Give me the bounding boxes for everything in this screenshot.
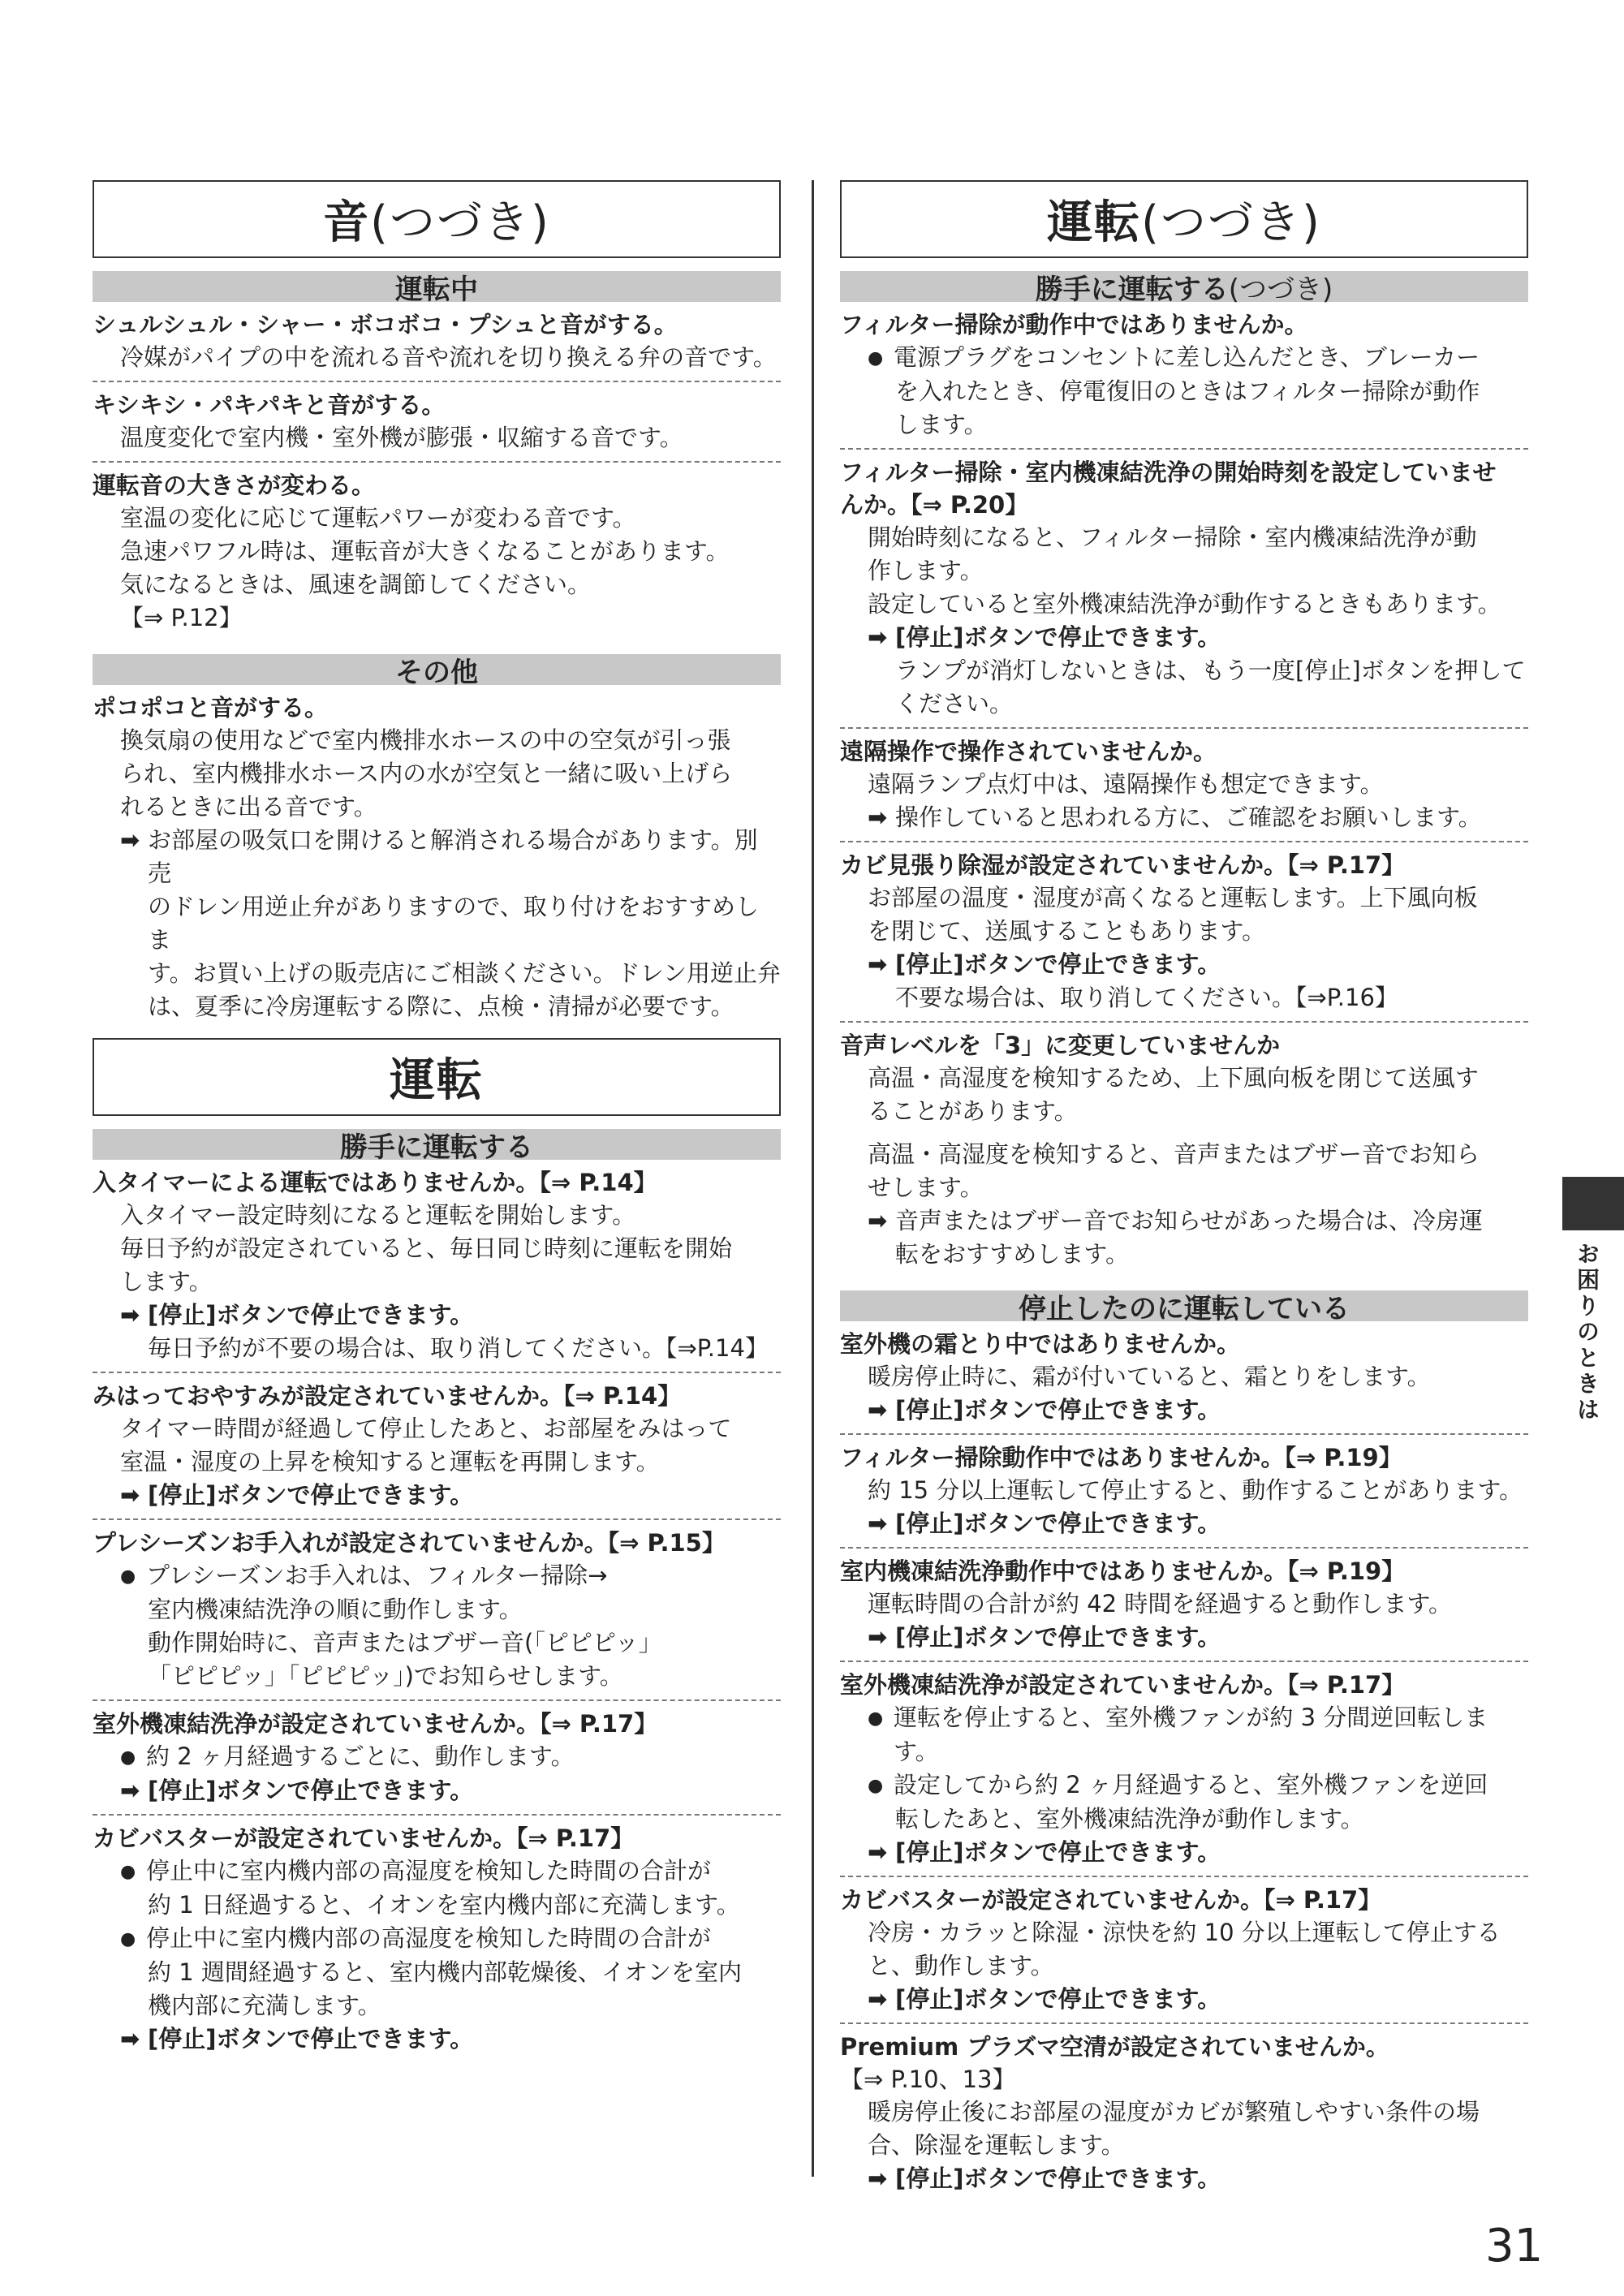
entry-text: 開始時刻になると、フィルター掃除・室内機凍結洗浄が動 (868, 523, 1477, 551)
entry-text: 室温・湿度の上昇を検知すると運転を再開します。 (120, 1448, 660, 1475)
entry-text: 入タイマー設定時刻になると運転を開始します。 (120, 1201, 636, 1229)
section-title-sound: 音 (つづき) (93, 180, 781, 258)
entry-text: 機内部に充満します。 (148, 1992, 381, 2019)
bullet-item: ● プレシーズンお手入れは、フィルター掃除→ (93, 1559, 781, 1593)
entry-text: 約 1 日経過すると、イオンを室内機内部に充満します。 (148, 1891, 740, 1919)
entry-question: 室外機凍結洗浄が設定されていませんか。【⇒ P.17】 (840, 1671, 1406, 1699)
page-number: 31 (1485, 2220, 1544, 2272)
entry-text: 暖房停止後にお部屋の湿度がカビが繁殖しやすい条件の場 (868, 2098, 1480, 2126)
entry-text: 設定していると室外機凍結洗浄が動作するときもあります。 (868, 590, 1501, 618)
entry-question: フィルター掃除・室内機凍結洗浄の開始時刻を設定していませ (840, 459, 1497, 486)
entry-text: 急速パワフル時は、運転音が大きくなることがあります。 (120, 537, 730, 565)
entry (840, 841, 1528, 1021)
entry (93, 685, 781, 1030)
arrow-note: ➡ 操作していると思われる方に、ご確認をお願いします。 (840, 801, 1528, 834)
entry-text: 約 1 週間経過すると、室内機内部乾燥後、イオンを室内 (148, 1958, 743, 1986)
entry-text: 作します。 (868, 557, 984, 584)
entry (840, 1547, 1528, 1661)
arrow-note: ➡ [停止]ボタンで停止できます。 (93, 1479, 781, 1512)
arrow-note: ➡ [停止]ボタンで停止できます。 (840, 948, 1528, 981)
entry (840, 1661, 1528, 1876)
arrow-note: ➡ [停止]ボタンで停止できます。 (840, 1621, 1528, 1654)
entry-text: ください。 (895, 690, 1014, 717)
entry-text: 転をおすすめします。 (895, 1240, 1129, 1268)
arrow-icon: ➡ (120, 1777, 140, 1804)
entry-question: んか。【⇒ P.20】 (840, 491, 1029, 519)
entry-text: 運転時間の合計が約 42 時間を経過すると動作します。 (868, 1590, 1453, 1618)
entry (93, 1699, 781, 1814)
entry-text: せします。 (868, 1174, 984, 1201)
entry-text: 温度変化で室内機・室外機が膨張・収縮する音です。 (120, 424, 683, 451)
subsection-bar-running: 運転中 (93, 271, 781, 302)
entry-question: シュルシュル・シャー・ボコボコ・プシュと音がする。 (93, 311, 678, 338)
entry-question: フィルター掃除が動作中ではありませんか。 (840, 311, 1308, 338)
entry-text: 冷房・カラッと除湿・涼快を約 10 分以上運転して停止する (868, 1919, 1501, 1946)
section-title-operation-cont: 運転 (つづき) (840, 180, 1528, 258)
entry (840, 448, 1528, 727)
entry-text: 暖房停止時に、霜が付いていると、霜とりをします。 (868, 1363, 1431, 1390)
arrow-icon: ➡ (868, 1207, 888, 1234)
arrow-icon: ➡ (120, 826, 140, 854)
arrow-note: ➡ [停止]ボタンで停止できます。 (93, 1774, 781, 1807)
entry (93, 302, 781, 381)
bullet-item: ● 電源プラグをコンセントに差し込んだとき、ブレーカー (840, 341, 1528, 375)
arrow-icon: ➡ (868, 1396, 888, 1424)
arrow-note: ➡ [停止]ボタンで停止できます。 (840, 1836, 1528, 1869)
entry (93, 1814, 781, 2062)
entry-list-other (93, 685, 781, 1030)
side-index-label: お困りのときは (1574, 1242, 1600, 1424)
entry-text: 室内機凍結洗浄の順に動作します。 (148, 1596, 523, 1623)
entry-text: します。 (895, 411, 988, 438)
entry-text: 高温・高湿度を検知すると、音声またはブザー音でお知ら (868, 1140, 1480, 1168)
entry-question: 室内機凍結洗浄動作中ではありませんか。【⇒ P.19】 (840, 1557, 1406, 1585)
arrow-note: ➡ [停止]ボタンで停止できます。 (840, 1507, 1528, 1540)
arrow-icon: ➡ (868, 623, 888, 651)
entry-question: カビ見張り除湿が設定されていませんか。【⇒ P.17】 (840, 851, 1406, 879)
arrow-icon: ➡ (120, 1481, 140, 1509)
entry-text: 不要な場合は、取り消してください。【⇒P.16】 (895, 984, 1398, 1011)
arrow-note: ➡ [停止]ボタンで停止できます。 (840, 1394, 1528, 1427)
entry-text: ランプが消灯しないときは、もう一度[停止]ボタンを押して (895, 657, 1526, 684)
page-reference: 【⇒ P.12】 (120, 604, 243, 631)
entry-question: 音声レベルを「3」に変更していませんか (840, 1032, 1281, 1059)
entry-question: フィルター掃除動作中ではありませんか。【⇒ P.19】 (840, 1444, 1402, 1471)
arrow-icon: ➡ (120, 1301, 140, 1329)
entry (93, 1518, 781, 1699)
arrow-icon: ➡ (868, 1510, 888, 1537)
entry-text: 冷媒がパイプの中を流れる音や流れを切り換える弁の音です。 (120, 343, 777, 371)
entry-text: お部屋の温度・湿度が高くなると運転します。上下風向板 (868, 884, 1478, 911)
entry (93, 1372, 781, 1518)
subsection-bar-self-start: 勝手に運転する (93, 1129, 781, 1160)
entry-question: カビバスターが設定されていませんか。【⇒ P.17】 (93, 1824, 635, 1852)
entry-text: 合、除湿を運転します。 (868, 2131, 1125, 2159)
entry-text: は、夏季に冷房運転する際に、点検・清掃が必要です。 (148, 993, 734, 1020)
arrow-icon: ➡ (868, 2165, 888, 2192)
entry-question: 運転音の大きさが変わる。 (93, 472, 376, 499)
entry-text: 「ピピピッ」「ピピピッ」)でお知らせします。 (148, 1662, 623, 1690)
side-index-tab (1562, 1177, 1624, 1230)
entry (840, 1021, 1528, 1277)
arrow-note: ➡ [停止]ボタンで停止できます。 (840, 621, 1528, 654)
arrow-note: ➡ お部屋の吸気口を開けると解消される場合があります。別売 (93, 824, 781, 890)
entry-list-self-start (93, 1160, 781, 2062)
bullet-item: ● 設定してから約 2 ヶ月経過すると、室外機ファンを逆回 (840, 1768, 1528, 1803)
section-title-operation: 運転 (93, 1038, 781, 1116)
arrow-note: ➡ 音声またはブザー音でお知らせがあった場合は、冷房運 (840, 1204, 1528, 1238)
entry-list-stopped (840, 1321, 1528, 2202)
entry-question: 入タイマーによる運転ではありませんか。【⇒ P.14】 (93, 1169, 657, 1196)
left-column (93, 180, 781, 2062)
entry (840, 2022, 1528, 2202)
entry-text: 室温の変化に応じて運転パワーが変わる音です。 (120, 504, 636, 532)
entry-text: られ、室内機排水ホース内の水が空気と一緒に吸い上げら (120, 760, 733, 787)
entry-text: 毎日予約が設定されていると、毎日同じ時刻に運転を開始 (120, 1234, 733, 1262)
arrow-icon: ➡ (120, 2025, 140, 2053)
entry-text: します。 (120, 1268, 213, 1295)
entry-text: を入れたとき、停電復旧のときはフィルター掃除が動作 (895, 377, 1480, 405)
arrow-note: ➡ [停止]ボタンで停止できます。 (840, 2162, 1528, 2195)
entry-question: 室外機の霜とり中ではありませんか。 (840, 1330, 1241, 1358)
entry-question: ポコポコと音がする。 (93, 694, 329, 722)
bullet-item: ● 約 2 ヶ月経過するごとに、動作します。 (93, 1740, 781, 1774)
entry-text: ることがあります。 (868, 1097, 1078, 1125)
entry (93, 381, 781, 461)
entry (840, 302, 1528, 448)
subsection-bar-self-start-cont: 勝手に運転する (つづき) (840, 271, 1528, 302)
entry-question: キシキシ・パキパキと音がする。 (93, 391, 446, 419)
entry-text: 高温・高湿度を検知するため、上下風向板を閉じて送風す (868, 1064, 1479, 1092)
entry-text: のドレン用逆止弁がありますので、取り付けをおすすめしま (148, 893, 759, 954)
entry-text: 毎日予約が不要の場合は、取り消してください。【⇒P.14】 (148, 1334, 769, 1362)
bullet-item: ● 停止中に室内機内部の高湿度を検知した時間の合計が (93, 1854, 781, 1889)
bullet-item: ● 停止中に室内機内部の高湿度を検知した時間の合計が (93, 1922, 781, 1956)
arrow-icon: ➡ (868, 803, 888, 831)
entry-text: タイマー時間が経過して停止したあと、お部屋をみはって (120, 1415, 732, 1442)
entry (840, 1433, 1528, 1547)
entry-text: 遠隔ランプ点灯中は、遠隔操作も想定できます。 (868, 770, 1384, 798)
entry (840, 727, 1528, 841)
entry (840, 1876, 1528, 2022)
entry-question: Premium プラズマ空清が設定されていませんか。 (840, 2033, 1389, 2061)
arrow-icon: ➡ (868, 950, 888, 978)
entry-text: す。お買い上げの販売店にご相談ください。ドレン用逆止弁 (148, 959, 781, 987)
subsection-bar-stopped: 停止したのに運転している (840, 1290, 1528, 1321)
right-column (840, 180, 1528, 2202)
arrow-icon: ➡ (868, 1623, 888, 1651)
entry-text: 換気扇の使用などで室内機排水ホースの中の空気が引っ張 (120, 726, 731, 754)
bullet-item: ● 運転を停止すると、室外機ファンが約 3 分間逆回転します。 (840, 1701, 1528, 1768)
entry-text: 約 15 分以上運転して停止すると、動作することがあります。 (868, 1476, 1523, 1504)
entry-question: 遠隔操作で操作されていませんか。 (840, 738, 1217, 765)
entry-list-running (93, 302, 781, 641)
entry-question: みはっておやすみが設定されていませんか。【⇒ P.14】 (93, 1382, 682, 1410)
entry-text: 転したあと、室外機凍結洗浄が動作します。 (895, 1805, 1364, 1833)
arrow-note: ➡ [停止]ボタンで停止できます。 (840, 1983, 1528, 2016)
entry-question: プレシーズンお手入れが設定されていませんか。【⇒ P.15】 (93, 1529, 726, 1557)
column-divider (812, 180, 814, 2177)
entry-question: 室外機凍結洗浄が設定されていませんか。【⇒ P.17】 (93, 1710, 658, 1738)
subsection-bar-other: その他 (93, 654, 781, 685)
arrow-note: ➡ [停止]ボタンで停止できます。 (93, 1299, 781, 1332)
entry (840, 1321, 1528, 1433)
entry (93, 1160, 781, 1372)
arrow-icon: ➡ (868, 1838, 888, 1866)
arrow-icon: ➡ (868, 1985, 888, 2013)
entry-text: れるときに出る音です。 (120, 793, 377, 821)
entry-text: と、動作します。 (868, 1952, 1054, 1979)
entry (93, 461, 781, 641)
entry-text: 気になるときは、風速を調節してください。 (120, 571, 592, 598)
page-reference: 【⇒ P.10、13】 (840, 2066, 1016, 2093)
entry-list-self-start-cont (840, 302, 1528, 1277)
entry-text: を閉じて、送風することもあります。 (868, 917, 1266, 945)
arrow-note: ➡ [停止]ボタンで停止できます。 (93, 2022, 781, 2056)
entry-question: カビバスターが設定されていませんか。【⇒ P.17】 (840, 1886, 1382, 1914)
entry-text: 動作開始時に、音声またはブザー音(「ピピピッ」 (148, 1629, 662, 1656)
